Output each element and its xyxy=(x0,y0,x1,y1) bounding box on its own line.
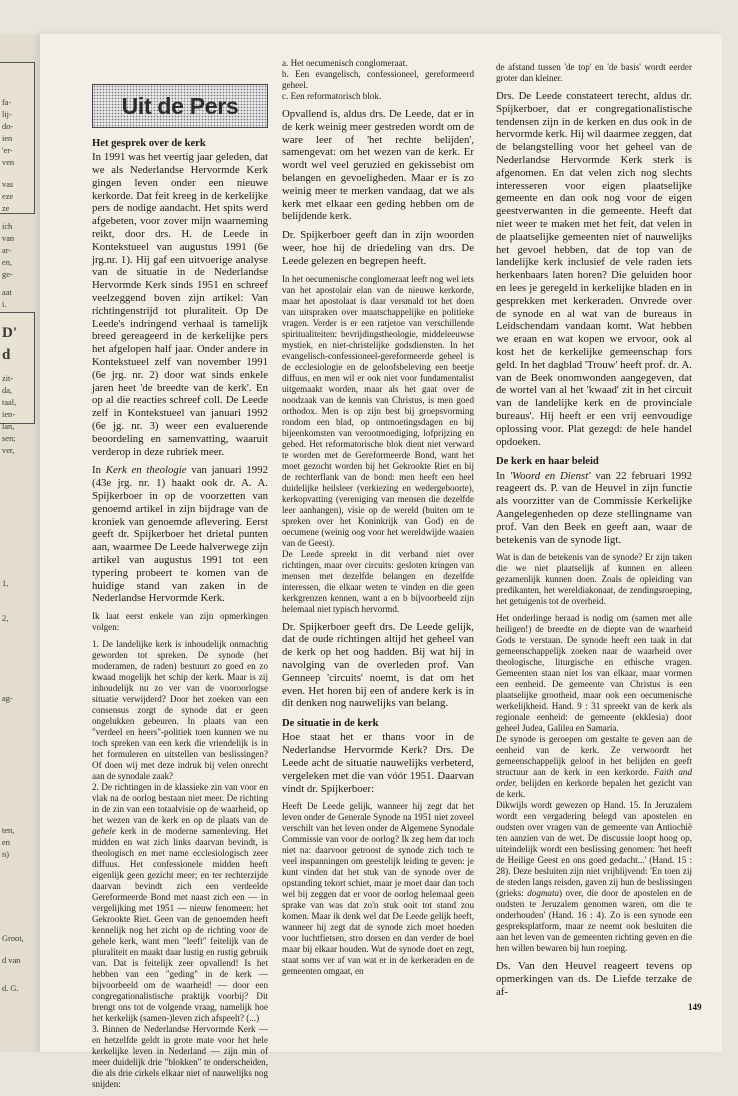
quote-paragraph: 2. De richtingen in de klassieke zin van voor en vlak na de oorlog bestaan niet meer. De richting in de zin van een totaalvisie op de waarheid, op het wezen van de kerk en op de plaats van de gehele kerk in de moderne samenleving. Het midden en wat zich links daarvan bevindt, is theologisch en met name ecclesiologisch zeer diffuus. Het confessionele midden heeft eigenlijk geen gezicht meer; en ter rechterzijde daarvan bevindt zich een verdeelde Gereformeerde Bond met naast zich een — in vergelijking met 1951 — nieuw fenomeen: het Gekrookte Riet. Geen van de genoemden heeft kennelijk nog het zicht op de richting voor de gehele kerk, want men "leeft" feitelijk van de pluraliteit en maakt daar lustig en rustig gebruik van. Dat is feitelijk zeer opvallend! Is het hebben van een "geding" in de kerk — bijvoorbeeld om de waarheid! — door een congregationalistische praktijk voorbij? Dit brengt ons tot de volgende vraag, namelijk hoe het kerkelijk (samen-)leven zich afspeelt? (...) xyxy=(92,782,268,1024)
section-heading: De kerk en haar beleid xyxy=(496,456,599,468)
paragraph: Drs. De Leede constateert terecht, aldus dr. Spijkerboer, dat er congregationalistische tendensen zijn in de kerken en dus ook in de hervormde kerk. Hij wil daarmee zeggen, dat de belangstelling voor het geheel van de Nederlandse Hervormde Kerk sterk is afgenomen. En dat velen zich nog slechts interesseren voor eigen plaatselijke gemeente en dan ook nog voor de eigen geestverwanten in die gemeente. Heeft dat niet weer te maken met het feit, dat velen in de plaatselijke gemeenten niet of nauwelijks het gevoel hebben, dat de top van de landelijke kerk inclusief de vele raden iets herkenbaars laten horen? Die geluiden hoor en lees je geregeld in kerkelijke bladen en in gesprekken met kerkeraden. Onvrede over de synode en al wat van de bureaus in Leidschendam vandaan komt. Wat hebben we eraan en wat kopen we ervoor, ook al kost het de kerkelijke gemeenschap fors geld. In het dagblad 'Trouw' heeft prof. dr. A. van de Beek onomwonden aangegeven, dat de wortel van al het 'kwaad' zit in het circuit van de landelijke kerk en de provinciale bureaus'. Hij heeft er een vrij eenvoudige oplossing voor. Plat gezegd: de hele handel opdoeken. xyxy=(496,90,692,448)
paragraph: Opvallend is, aldus drs. De Leede, dat er in de kerk weinig meer gestreden wordt om de ware leer of 'het rechte belijden', samengevat: om het wezen van de kerk. Er wordt wel veel geruzied en gekissebist om belangen en gevoeligheden. Maar er is zo weinig meer te merken vandaag, dat we als kerk met elkaar een geding hebben om de belijdende kerk. xyxy=(282,108,474,223)
quote-paragraph: 1. De landelijke kerk is inhoudelijk onmachtig geworden tot spreken. De synode (het moderamen, de raden) bestuurt zo goed en zo kwaad mogelijk het schip der kerk. Maar is zij inhoudelijk nu zo ver van de vooroorlogse situatie verwijderd? Door het zoeken van een consensus zorgt de synode dat er geen ongelukken gebeuren. In plaats van een "verdeel en heers"-politiek toen kunnen we nu toch spreken van een kerk die vriendelijk is in het formuleren en uitstellen van beslissingen? Of doen wij met deze indruk bij velen onrecht aan de synodale zaak? xyxy=(92,639,268,782)
quote-paragraph: Heeft De Leede gelijk, wanneer hij zegt dat het leven onder de Generale Synode na 1951 niet zoveel verschilt van het leven onder de Algemene Synodale Commissie van voor de oorlog? Ik zeg hem dat toch niet na: daarvoor getroost de synode zich toch te veel inspanningen om geestelijk leiding te geven: je kunt vinden dat het stuk van de synode over de opstanding tekort schiet, maar je moet daar dan toch wel bij zeggen dat er voor de oorlog helemaal geen sprake van was dat zo'n stuk ooit tot stand zou komen. Maar ik denk wel dat De Leede gelijk heeft, wanneer hij zegt dat de synode zich moet hoeden voor luchtfietsen, stro dorsen en dan verder de boel maar bij elkaar houden. Wat de synode doet en zegt, staat soms ver af van wat er in de kerkeraden en de gemeenten omgaat, en xyxy=(282,801,474,977)
adjacent-page-fragment: 2, xyxy=(2,614,9,623)
adjacent-page-fragment: D' xyxy=(2,325,17,341)
list-item: c. Een reformatorisch blok. xyxy=(282,91,382,101)
adjacent-page-fragment: en, xyxy=(2,258,12,267)
adjacent-page-fragment: ich xyxy=(2,222,13,231)
column-1 xyxy=(92,58,268,1096)
adjacent-page-fragment: lan, xyxy=(2,422,15,431)
adjacent-page-fragment: i. xyxy=(2,300,7,309)
quote-paragraph: De Leede spreekt in dit verband niet over richtingen, maar over circuits: gesloten kringen van mensen met dezelfde belangen en dezelfde interessen, die elkaar weten te vinden en die geen kerkgrenzen kennen, want a en b bijvoorbeeld zijn helemaal niet typisch hervormd. xyxy=(282,548,474,614)
adjacent-page-fragment: ar- xyxy=(2,246,12,255)
paragraph: Dr. Spijkerboer geeft drs. De Leede gelijk, dat de oude richtingen altijd het geheel van de kerk op het oog hadden. Bij wat hij in navolging van de overleden prof. Van Genneep 'circuits' noemt, is dat om het even. Het horen bij een of andere kerk is in dit denken nog nauwelijks van belang. xyxy=(282,620,474,710)
adjacent-page-fragment: Groot, xyxy=(2,934,24,943)
list-item: a. Het oecumenisch conglomeraat. xyxy=(282,58,408,68)
rubric-title: Uit de Pers xyxy=(121,92,239,119)
paragraph: In Kerk en theologie van januari 1992 (43e jrg. nr. 1) haakt ook dr. A. A. Spijkerboer in op de voorzetten van genoemd artikel in zijn bijdrage van de kroniek van genoemde aflevering. Eerst geeft dr. Spijkerboer het drietal punten aan, waarmee De Leede halverwege zijn artikel van augustus 1991 tot een typering probeert te komen van de huidige stand van zaken in de Nederlandse Hervormde Kerk. xyxy=(92,464,268,605)
paragraph: In 1991 was het veertig jaar geleden, dat we als Nederlandse Hervormde Kerk gingen leven onder een nieuwe kerkorde. Dat feit kreeg in de kerkelijke pers de nodige aandacht. Het spits werd afgebeten, voor zover mijn waarneming reikt, door drs. H. de Leede in Kontekstueel van augustus 1991 (6e jrg.nr. 1). Hij gaf een uitvoerige analyse van de situatie in de Nederlandse Hervormde Kerk sinds 1951 en schreef veelzeggend boven zijn artikel: Van richtingenstrijd tot pluraliteit. Op De Leede's indringend verhaal is tamelijk breed gereageerd in de kerkelijke pers het afgelopen half jaar. Onder andere in Kontekstueel zelf van november 1991 (6e jrg. nr. 2) door wat sinds enkele jaren heet 'de breedte van de kerk'. En op al die reacties schreef coll. De Leede zelf in Kontekstueel van januari 1992 (6e jg. nr. 3) weer een evaluerende beoordeling en samenvatting, waaruit verderop in deze rubriek meer. xyxy=(92,151,268,458)
adjacent-page-fragment: 'er- xyxy=(2,146,13,155)
adjacent-page-fragment: do- xyxy=(2,122,14,131)
adjacent-page-fragment: ze xyxy=(2,204,10,213)
blocks-list xyxy=(282,58,474,102)
quote-paragraph: 3. Binnen de Nederlandse Hervormde Kerk — en hetzelfde geldt in grote mate voor het hele kerkelijke leven in Nederland — zijn min of meer duidelijk drie "blokken" te onderscheiden, die als drie cirkels elkaar niet of nauwelijks nog snijden: xyxy=(92,1024,268,1090)
quote-paragraph: In het oecumenische conglomeraat leeft nog wel iets van het apostolair elan van de nieuwe kerkorde, maar het apostolaat is daar versmald tot het doen van uitspraken over maatschappelijke en politieke vragen. Verder is er een ratjetoe van verschillende spiritualiteiten: bevrijdingstheologie, middeleeuwse mystiek, en niet-christelijke godsdiensten. In het evangelisch-confessioneel-gereformeerde geheel is de ecclesiologie en de geloofsbeleving een beetje diffuus, en men wil er ook niet voor fundamentalist uitgemaakt worden, maar als het gaat over de noodzaak van de kennis van Christus, is men goed orthodox. Men is op zijn best bij groepsvorming rondom een blad, op ontmoetingsdagen en bij bijeenkomsten van verootmoediging, lofprijzing en gebed. Het reformatorische blok dient niet verward te worden met de Gereformeerde Bond, want het moet gezocht worden bij het Gekrookte Riet en bij de rechterflank van de bond: men heeft een heel duidelijke heilsleer (verkiezing en wedergeboorte), kerkopvatting (vereniging van mensen die dezelfde leer aanhangen), visie op de wereld (buiten om te spreken over het Koninkrijk van God) en de oecumene (weinig oog voor het wereldwijde waaien van de Geest). xyxy=(282,273,474,548)
paragraph: Hoe staat het er thans voor in de Nederlandse Hervormde Kerk? Drs. De Leede acht de situatie nauwelijks verbeterd, vergeleken met die van vóór 1951. Daarvan vindt dr. Spijkerboer: xyxy=(282,731,474,795)
quote-paragraph: Het onderlinge beraad is nodig om (samen met alle heiligen!) de breedte en de diepte van de waarheid Gods te verstaan. De synode heeft een taak in dat gemeenschappelijk zoeken naar de waarheid over theologische, liturgische en ethische vragen. Gemeenten staan niet los van elkaar, maar vormen een eenheid. De gemeente van Christus is een plaatselijke grootheid, maar ook een oecumenische werkelijkheid. Hand. 9 : 31 spreekt van de kerk als regionale eenheid: de gemeente (ekklesia) door geheel Judea, Galilea en Samaria. xyxy=(496,613,692,734)
rubric-logo xyxy=(92,84,268,128)
adjacent-page-fragment: d. G. xyxy=(2,984,19,993)
paragraph: In 'Woord en Dienst' van 22 februari 1992 reageert ds. P. van de Heuvel in zijn functie als voorzitter van de Commissie Kerkelijke Aangelegenheden op deze stellingname van prof. Van den Beek en geeft aan, waar de betekenis van de synode ligt. xyxy=(496,469,693,546)
quote-paragraph: de afstand tussen 'de top' en 'de basis' wordt eerder groter dan kleiner. xyxy=(496,62,692,83)
quote-paragraph: Dikwijls wordt gewezen op Hand. 15. In Jeruzalem wordt een vergadering belegd van apostelen en oudsten over vragen van de gemeente van Antiochië ten aanzien van de wet. De discussie loopt hoog op, uiteindelijk wordt een beslissing genomen: 'het heeft de Heilige Geest en ons goed gedacht...' (Hand. 15 : 28). Deze besluiten zijn niet vrijblijvend: 'En toen zij de steden langs reisden, gaven zij hun de beslissingen (grieks: dogmata) over, die door de apostelen en de oudsten te Jeruzalem genomen waren, om die te onderhouden' (Hand. 16 : 4). Zo is een synode een gespreksplatform, maar ze neemt ook besluiten die aan het leven van de gemeenten richting geven en die hen willen bewaren bij hun roeping. xyxy=(496,800,692,954)
adjacent-page-fragment: sen; xyxy=(2,434,16,443)
adjacent-page-fragment: van xyxy=(2,234,15,243)
list-item: b. Een evangelisch, confessioneel, gereformeerd geheel. xyxy=(282,69,474,90)
quote-paragraph: De synode is geroepen om gestalte te geven aan de eenheid van de kerk. Ze verwoordt het gemeenschappelijk geloof in het belijden en geeft structuur aan de kerk in een kerkorde. Faith and order, belijden en kerkorde bepalen het gezicht van de kerk. xyxy=(496,734,692,800)
adjacent-page-fragment: 1, xyxy=(2,579,9,588)
adjacent-page-fragment: en xyxy=(2,838,10,847)
section-heading: De situatie in de kerk xyxy=(282,718,379,730)
paragraph: Dr. Spijkerboer geeft dan in zijn woorden weer, hoe hij de driedeling van drs. De Leede gelezen en begrepen heeft. xyxy=(282,229,474,267)
adjacent-page-fragment: ien xyxy=(2,134,13,143)
adjacent-page-fragment: ien- xyxy=(2,410,16,419)
adjacent-page-gutter xyxy=(0,34,40,1052)
section-heading: Het gesprek over de kerk xyxy=(92,138,206,149)
adjacent-page-fragment: taal, xyxy=(2,398,17,407)
adjacent-page-fragment: n) xyxy=(2,850,9,859)
column-2 xyxy=(282,58,474,983)
adjacent-page-fragment: aat xyxy=(2,288,12,297)
adjacent-page-fragment: d xyxy=(2,347,11,363)
adjacent-page-fragment: zit- xyxy=(2,374,14,383)
adjacent-page-fragment: eze xyxy=(2,192,14,201)
paragraph: Ik laat eerst enkele van zijn opmerkingen volgen: xyxy=(92,611,268,633)
page-number: 149 xyxy=(688,1002,702,1012)
adjacent-page-fragment: da, xyxy=(2,386,12,395)
adjacent-page-fragment: ag- xyxy=(2,694,13,703)
paragraph: Ds. Van den Heuvel reageert tevens op opmerkingen van ds. De Liefde terzake de af- xyxy=(496,960,692,998)
adjacent-page-fragment: ven xyxy=(2,158,15,167)
adjacent-page-fragment: fa- xyxy=(2,98,12,107)
adjacent-page-fragment: ten, xyxy=(2,826,15,835)
adjacent-page-fragment: ver, xyxy=(2,446,15,455)
adjacent-page-fragment: lij- xyxy=(2,110,12,119)
quote-paragraph: Wat is dan de betekenis van de synode? Er zijn taken die we niet plaatselijk af kunnen en alleen gezamenlijk kunnen doen. Zoals de opleiding van predikanten, het wereldiakonaat, de zendingsroeping, het getuigenis tot de overheid. xyxy=(496,552,692,607)
adjacent-page-fragment: vas xyxy=(2,180,14,189)
adjacent-page-fragment: d van xyxy=(2,956,21,965)
adjacent-page-fragment: ge- xyxy=(2,270,13,279)
column-3 xyxy=(496,62,692,1005)
